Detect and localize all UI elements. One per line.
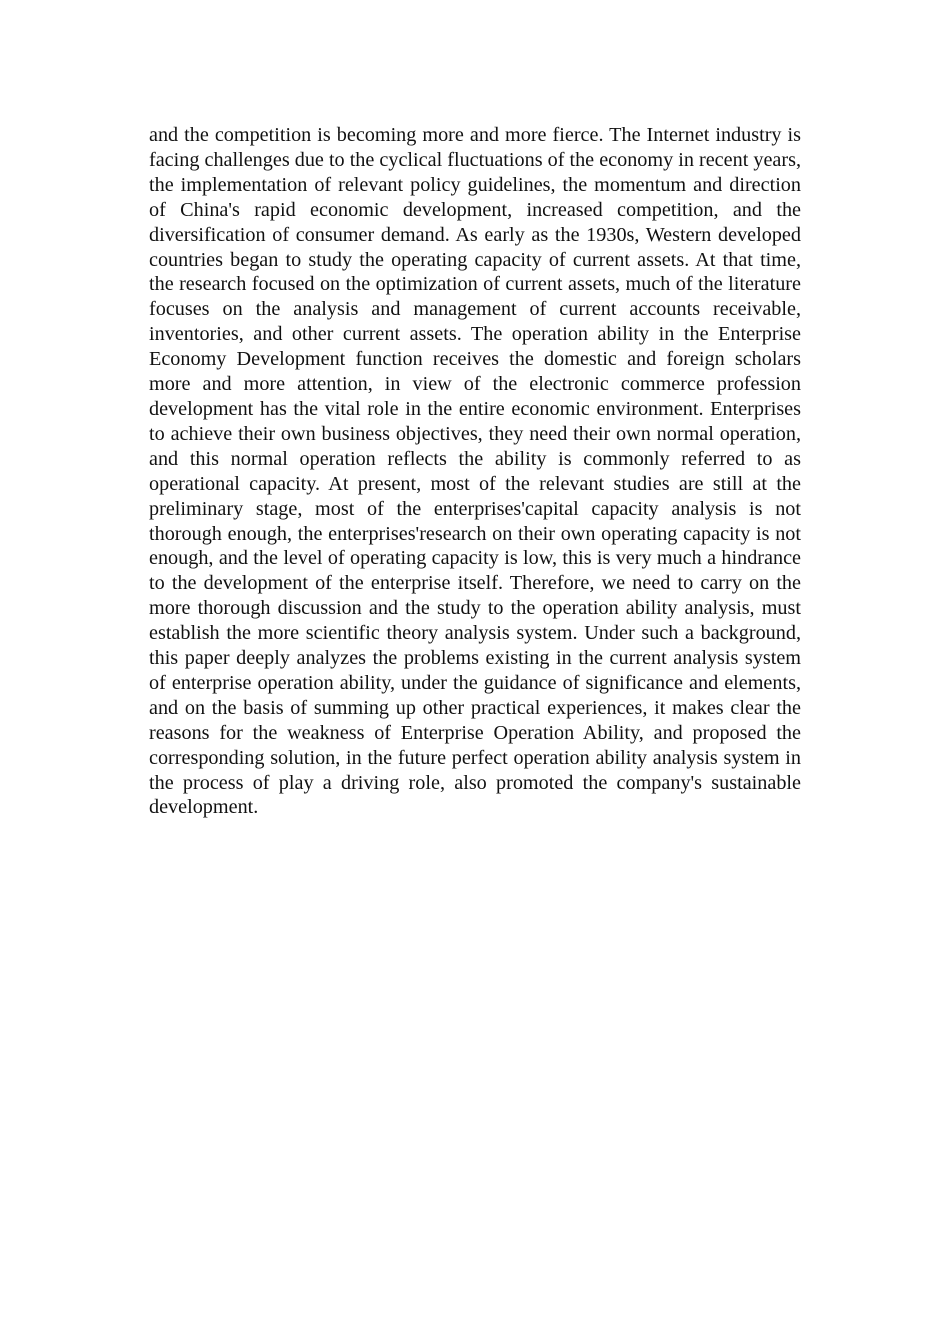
body-paragraph: and the competition is becoming more and more fierce. The Internet industry is facing challenges due to the cyclical fluctuations of the economy in recent years, the implementation of relevant policy guidelines, the momentum and direction of China's rapid economic development, increased competition, and the diversification of consumer demand. As early as the 1930s, Western developed countries began to study the operating capacity of current assets. At that time, the research focused on the optimization of current assets, much of the literature focuses on the analysis and management of current accounts receivable, inventories, and other current assets. The operation ability in the Enterprise Economy Development function receives the domestic and foreign scholars more and more attention, in view of the electronic commerce profession development has the vital role in the entire economic environment. Enterprises to achieve their own business objectives, they need their own normal operation, and this normal operation reflects the ability is commonly referred to as operational capacity. At present, most of the relevant studies are still at the preliminary stage, most of the enterprises'capital capacity analysis is not thorough enough, the enterprises'research on their own operating capacity is not enough, and the level of operating capacity is low, this is very much a hindrance to the development of the enterprise itself. Therefore, we need to carry on the more thorough discussion and the study to the operation ability analysis, must establish the more scientific theory analysis system. Under such a background, this paper deeply analyzes the problems existing in the current analysis system of enterprise operation ability, under the guidance of significance and elements, and on the basis of summing up other practical experiences, it makes clear the reasons for the weakness of Enterprise Operation Ability, and proposed the corresponding solution, in the future perfect operation ability analysis system in the process of play a driving role, also promoted the company's sustainable development.: [149, 124, 801, 819]
